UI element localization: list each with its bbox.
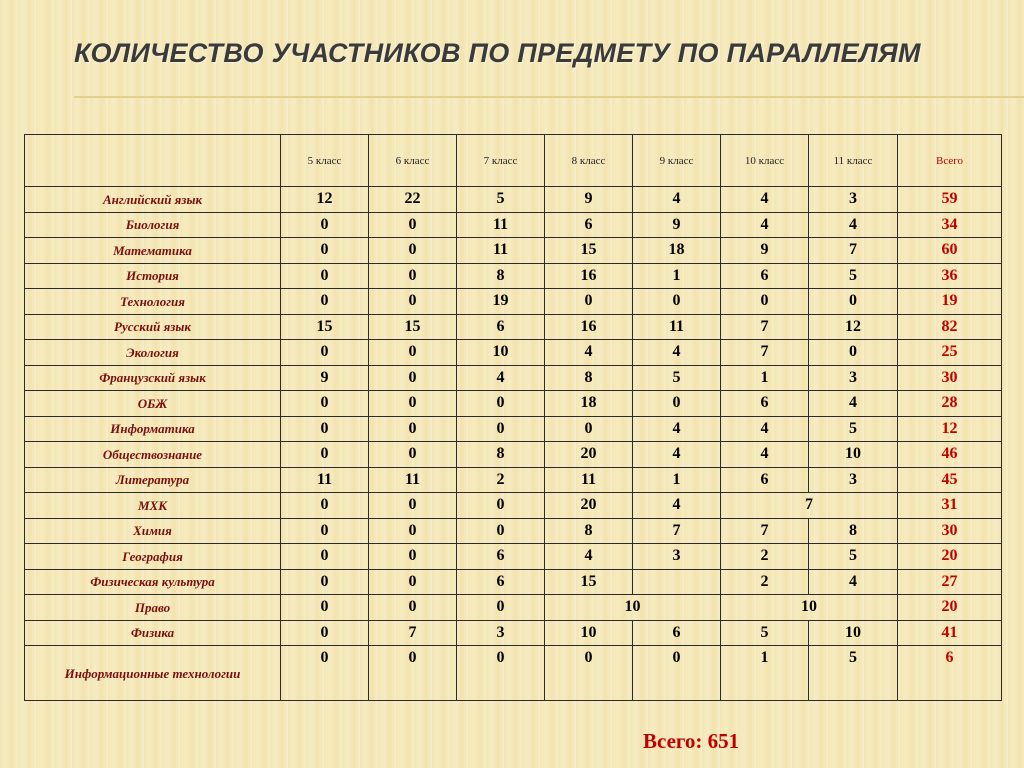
value-cell: 1 <box>633 263 721 289</box>
value-cell: 0 <box>369 365 457 391</box>
value-cell: 0 <box>281 493 369 519</box>
value-cell: 4 <box>545 340 633 366</box>
row-total-cell: 59 <box>898 187 1002 213</box>
value-cell: 6 <box>721 391 809 417</box>
value-cell: 0 <box>457 493 545 519</box>
value-cell: 0 <box>457 595 545 621</box>
subject-cell: Право <box>25 595 281 621</box>
header-grade-8: 8 класс <box>545 135 633 187</box>
table-row <box>25 340 1002 366</box>
value-cell: 0 <box>545 289 633 315</box>
header-grade-5: 5 класс <box>281 135 369 187</box>
value-cell: 8 <box>457 263 545 289</box>
value-cell: 0 <box>369 442 457 468</box>
table-row <box>25 620 1002 646</box>
subject-cell: История <box>25 263 281 289</box>
value-cell: 0 <box>545 646 633 701</box>
value-cell: 0 <box>457 391 545 417</box>
value-cell: 0 <box>369 263 457 289</box>
value-cell: 10 <box>809 442 898 468</box>
table-row <box>25 544 1002 570</box>
table-row <box>25 263 1002 289</box>
value-cell: 15 <box>545 569 633 595</box>
table-row <box>25 467 1002 493</box>
row-total-cell: 27 <box>898 569 1002 595</box>
value-cell: 16 <box>545 263 633 289</box>
value-cell: 9 <box>633 212 721 238</box>
value-cell: 5 <box>809 544 898 570</box>
value-cell: 9 <box>281 365 369 391</box>
table-row <box>25 493 1002 519</box>
subject-cell: Английский язык <box>25 187 281 213</box>
grand-total: Всего: 651 <box>643 729 740 753</box>
subject-cell: Математика <box>25 238 281 264</box>
value-cell: 0 <box>369 391 457 417</box>
value-cell: 0 <box>281 620 369 646</box>
value-cell: 6 <box>457 569 545 595</box>
value-cell: 18 <box>633 238 721 264</box>
value-cell: 8 <box>457 442 545 468</box>
table-row <box>25 187 1002 213</box>
value-cell: 7 <box>721 493 898 519</box>
header-grade-11: 11 класс <box>809 135 898 187</box>
table-row <box>25 212 1002 238</box>
value-cell: 19 <box>457 289 545 315</box>
value-cell: 5 <box>457 187 545 213</box>
value-cell: 10 <box>545 595 721 621</box>
table-row <box>25 518 1002 544</box>
value-cell: 0 <box>369 416 457 442</box>
value-cell: 1 <box>721 646 809 701</box>
value-cell: 15 <box>545 238 633 264</box>
value-cell: 0 <box>369 238 457 264</box>
value-cell: 11 <box>369 467 457 493</box>
subject-cell: МХК <box>25 493 281 519</box>
value-cell: 4 <box>633 340 721 366</box>
table-row <box>25 416 1002 442</box>
value-cell: 0 <box>457 416 545 442</box>
subject-cell: Физика <box>25 620 281 646</box>
value-cell: 22 <box>369 187 457 213</box>
value-cell: 3 <box>809 365 898 391</box>
table-row <box>25 391 1002 417</box>
value-cell: 6 <box>457 314 545 340</box>
row-total-cell: 41 <box>898 620 1002 646</box>
value-cell: 7 <box>721 518 809 544</box>
value-cell: 0 <box>545 416 633 442</box>
value-cell: 10 <box>545 620 633 646</box>
value-cell: 7 <box>633 518 721 544</box>
value-cell: 0 <box>281 340 369 366</box>
value-cell: 3 <box>809 467 898 493</box>
table-row <box>25 595 1002 621</box>
value-cell: 0 <box>809 289 898 315</box>
value-cell: 7 <box>721 314 809 340</box>
value-cell: 18 <box>545 391 633 417</box>
value-cell: 4 <box>809 212 898 238</box>
header-row <box>25 135 1002 187</box>
value-cell: 9 <box>721 238 809 264</box>
subject-cell: Химия <box>25 518 281 544</box>
value-cell: 11 <box>457 238 545 264</box>
value-cell: 4 <box>809 391 898 417</box>
row-total-cell: 34 <box>898 212 1002 238</box>
value-cell: 4 <box>633 442 721 468</box>
value-cell: 0 <box>281 212 369 238</box>
value-cell: 6 <box>721 263 809 289</box>
value-cell: 6 <box>545 212 633 238</box>
value-cell: 4 <box>633 187 721 213</box>
value-cell: 0 <box>281 263 369 289</box>
subject-cell: Информационные технологии <box>25 646 281 701</box>
value-cell: 1 <box>633 467 721 493</box>
value-cell: 8 <box>809 518 898 544</box>
value-cell: 10 <box>809 620 898 646</box>
subject-cell: Экология <box>25 340 281 366</box>
value-cell: 15 <box>281 314 369 340</box>
row-total-cell: 20 <box>898 544 1002 570</box>
subject-cell: География <box>25 544 281 570</box>
row-total-cell: 19 <box>898 289 1002 315</box>
value-cell: 0 <box>633 646 721 701</box>
value-cell: 0 <box>281 289 369 315</box>
value-cell: 4 <box>809 569 898 595</box>
value-cell: 5 <box>809 646 898 701</box>
value-cell: 10 <box>721 595 898 621</box>
header-grade-10: 10 класс <box>721 135 809 187</box>
value-cell: 5 <box>633 365 721 391</box>
row-total-cell: 25 <box>898 340 1002 366</box>
value-cell: 0 <box>281 518 369 544</box>
value-cell: 11 <box>281 467 369 493</box>
value-cell: 7 <box>809 238 898 264</box>
subject-cell: Обществознание <box>25 442 281 468</box>
table-row <box>25 646 1002 701</box>
page-title: КОЛИЧЕСТВО УЧАСТНИКОВ ПО ПРЕДМЕТУ ПО ПАРАЛЛЕЛЯМ <box>74 38 921 68</box>
value-cell: 0 <box>369 212 457 238</box>
value-cell: 0 <box>369 518 457 544</box>
header-total: Всего <box>898 135 1002 187</box>
row-total-cell: 28 <box>898 391 1002 417</box>
value-cell: 0 <box>281 569 369 595</box>
value-cell: 11 <box>457 212 545 238</box>
value-cell: 9 <box>545 187 633 213</box>
value-cell: 0 <box>369 340 457 366</box>
value-cell: 0 <box>633 289 721 315</box>
value-cell: 1 <box>721 365 809 391</box>
value-cell: 5 <box>809 416 898 442</box>
value-cell: 6 <box>633 620 721 646</box>
table-row <box>25 289 1002 315</box>
value-cell: 12 <box>281 187 369 213</box>
subject-cell: Информатика <box>25 416 281 442</box>
value-cell: 10 <box>457 340 545 366</box>
value-cell: 0 <box>457 518 545 544</box>
value-cell <box>633 569 721 595</box>
value-cell: 2 <box>721 544 809 570</box>
row-total-cell: 45 <box>898 467 1002 493</box>
row-total-cell: 60 <box>898 238 1002 264</box>
value-cell: 3 <box>457 620 545 646</box>
value-cell: 4 <box>633 493 721 519</box>
value-cell: 0 <box>281 442 369 468</box>
value-cell: 5 <box>809 263 898 289</box>
value-cell: 0 <box>281 544 369 570</box>
value-cell: 0 <box>281 238 369 264</box>
value-cell: 11 <box>545 467 633 493</box>
value-cell: 2 <box>457 467 545 493</box>
row-total-cell: 36 <box>898 263 1002 289</box>
value-cell: 0 <box>281 646 369 701</box>
row-total-cell: 20 <box>898 595 1002 621</box>
subject-cell: Физическая культура <box>25 569 281 595</box>
subject-cell: ОБЖ <box>25 391 281 417</box>
row-total-cell: 46 <box>898 442 1002 468</box>
value-cell: 0 <box>369 493 457 519</box>
value-cell: 0 <box>369 569 457 595</box>
value-cell: 15 <box>369 314 457 340</box>
participants-table <box>24 134 1002 701</box>
value-cell: 7 <box>369 620 457 646</box>
value-cell: 4 <box>457 365 545 391</box>
value-cell: 7 <box>721 340 809 366</box>
row-total-cell: 82 <box>898 314 1002 340</box>
value-cell: 3 <box>633 544 721 570</box>
header-grade-6: 6 класс <box>369 135 457 187</box>
value-cell: 4 <box>721 212 809 238</box>
value-cell: 11 <box>633 314 721 340</box>
row-total-cell: 30 <box>898 518 1002 544</box>
row-total-cell: 31 <box>898 493 1002 519</box>
value-cell: 0 <box>369 544 457 570</box>
value-cell: 3 <box>809 187 898 213</box>
value-cell: 12 <box>809 314 898 340</box>
subject-cell: Литература <box>25 467 281 493</box>
subject-cell: Французский язык <box>25 365 281 391</box>
value-cell: 4 <box>721 442 809 468</box>
value-cell: 8 <box>545 518 633 544</box>
table-row <box>25 238 1002 264</box>
value-cell: 0 <box>721 289 809 315</box>
subject-cell: Технология <box>25 289 281 315</box>
table-row <box>25 365 1002 391</box>
value-cell: 4 <box>721 416 809 442</box>
table-row <box>25 569 1002 595</box>
header-grade-9: 9 класс <box>633 135 721 187</box>
value-cell: 20 <box>545 442 633 468</box>
value-cell: 8 <box>545 365 633 391</box>
value-cell: 0 <box>369 289 457 315</box>
row-total-cell: 12 <box>898 416 1002 442</box>
value-cell: 4 <box>633 416 721 442</box>
value-cell: 0 <box>281 391 369 417</box>
value-cell: 0 <box>369 646 457 701</box>
value-cell: 4 <box>545 544 633 570</box>
header-grade-7: 7 класс <box>457 135 545 187</box>
title-divider <box>74 96 1024 98</box>
value-cell: 0 <box>457 646 545 701</box>
table-row <box>25 442 1002 468</box>
value-cell: 20 <box>545 493 633 519</box>
value-cell: 5 <box>721 620 809 646</box>
value-cell: 0 <box>369 595 457 621</box>
value-cell: 0 <box>633 391 721 417</box>
value-cell: 0 <box>809 340 898 366</box>
header-corner <box>25 135 281 187</box>
value-cell: 4 <box>721 187 809 213</box>
value-cell: 6 <box>721 467 809 493</box>
value-cell: 2 <box>721 569 809 595</box>
value-cell: 16 <box>545 314 633 340</box>
subject-cell: Биология <box>25 212 281 238</box>
row-total-cell: 30 <box>898 365 1002 391</box>
table-row <box>25 314 1002 340</box>
value-cell: 6 <box>457 544 545 570</box>
value-cell: 0 <box>281 416 369 442</box>
subject-cell: Русский язык <box>25 314 281 340</box>
row-total-cell: 6 <box>898 646 1002 701</box>
value-cell: 0 <box>281 595 369 621</box>
